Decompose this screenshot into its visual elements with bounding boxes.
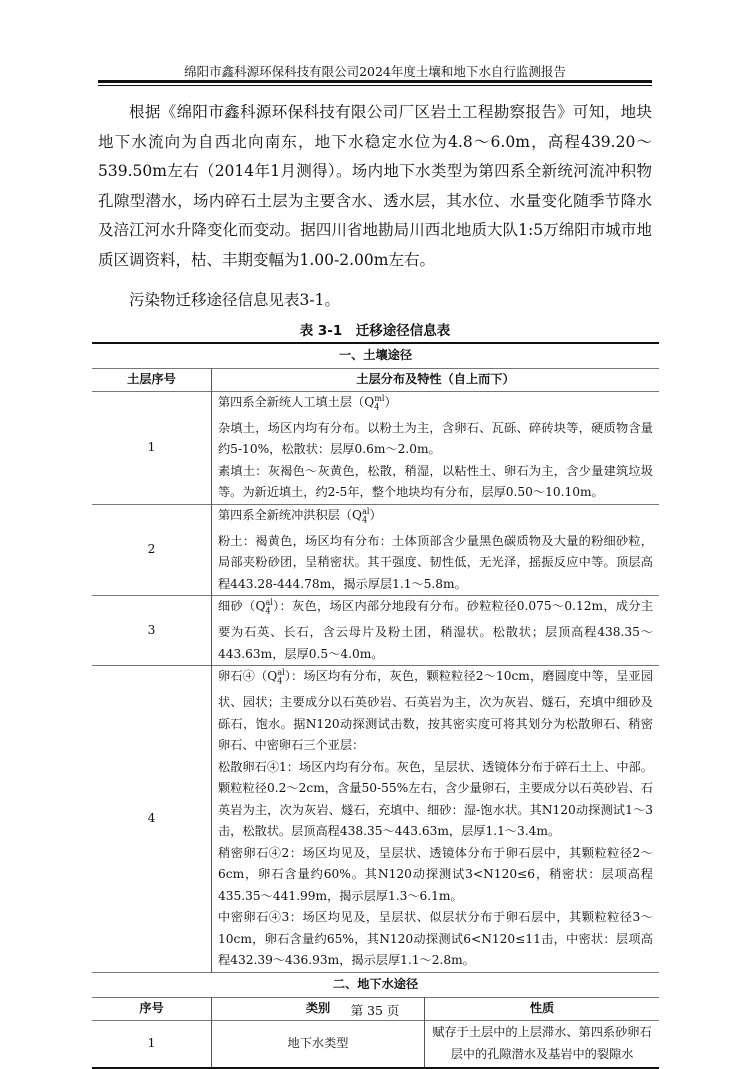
table-row-soil-layer (92, 392, 659, 505)
soil-layer-id: 4 (147, 811, 156, 826)
column-header-layer-desc: 土层分布及特性（自上而下） (212, 369, 660, 392)
soil-layer-line: 稍密卵石④2：场区均见及，呈层状、透镜体分布于卵石层中，其颗粒粒径2～6cm，卵石含量约60%。其N120动探测试3<N120≤6，稍密状：层项高程435.35～441.99m，揭示层厚1.3～6.1m。 (218, 845, 653, 903)
soil-layer-id: 1 (147, 440, 156, 455)
geologic-unit-suffix: ） (384, 395, 397, 409)
geologic-unit-subscript: 4 (362, 515, 368, 525)
soil-layer-description (212, 666, 660, 972)
soil-layer-line: 粉土：褐黄色，场区均有分布：土体顶部含少量黑色碳质物及大量的粉细砂粒，局部夹粉砂团，呈稍密状。其干强度、韧性低，无光泽，摇振反应中等。顶层高程443.28-444.78m，揭示厚层1.1～5.8m。 (218, 533, 653, 591)
geologic-unit-subscript: 4 (374, 402, 380, 412)
geologic-unit-subscript: 4 (277, 676, 283, 686)
groundwater-row-property: 赋存于土层中的上层滞水、第四系砂卵石层中的孔隙潜水及基岩中的裂隙水 (425, 1020, 660, 1068)
column-header-layer-no: 土层序号 (127, 372, 176, 387)
table-caption: 表 3-1 迁移途径信息表 (299, 323, 451, 339)
migration-pathway-table (92, 342, 659, 1069)
geologic-unit-subscript: 4 (265, 606, 271, 616)
geologic-unit-suffix: ）：灰色，场区内部分地段有分布。砂粒粒径0.075～0.12m，成分主要为石英、长石，含云母片及粉土团，稍湿状。松散状；层顶高程438.35～443.63m，层厚0.5～4.0m。 (218, 599, 654, 661)
page-header-title: 绵阳市鑫科源环保科技有限公司2024年度土壤和地下水自行监测报告 (184, 64, 566, 79)
soil-layer-line (218, 505, 653, 531)
header-row-soil (92, 369, 659, 392)
section-row-groundwater (92, 972, 659, 997)
soil-layer-id: 3 (147, 623, 156, 638)
soil-layer-line (218, 596, 653, 665)
soil-layer-line: 素填土：灰褐色～灰黄色，松散，稍湿，以粘性土、卵石为主，含少量建筑垃圾等。为新近填土，约2-5年，整个地块均有分布，层厚0.50～10.10m。 (218, 463, 653, 500)
section-row-soil (92, 343, 659, 369)
soil-rows (92, 392, 659, 973)
geologic-unit-suffix: ） (369, 507, 382, 522)
soil-layer-line: 中密卵石④3：场区均见及，呈层状、似层状分布于卵石层中，其颗粒粒径3～10cm，卵石含量约65%，其N120动探测试6<N120≤11击，中密状：层项高程432.39～436.93m，揭示层厚1.1～2.8m。 (218, 910, 653, 968)
geologic-unit-prefix: 第四系全新统人工填土层（Q (218, 395, 375, 409)
geologic-unit-superscript: ml (374, 393, 385, 403)
geologic-unit-superscript: al (362, 506, 370, 516)
geologic-unit-prefix: 第四系全新统冲洪积层（Q (218, 507, 363, 522)
soil-layer-line (218, 392, 653, 418)
body-paragraph-groundwater: 根据《绵阳市鑫科源环保科技有限公司厂区岩土工程勘察报告》可知，地块地下水流向为自西北向南东，地下水稳定水位为4.8～6.0m，高程439.20～539.50m左右（2014年1月测得）。场内地下水类型为第四系全新统河流冲积物孔隙型潜水，场内碎石土层为主要含水、透水层，其水位、水量变化随季节降水及涪江河水升降变化而变动。据四川省地勘局川西北地质大队1:5万绵阳市城市地质区调资料，枯、丰期变幅为1.00-2.00m左右。 (98, 103, 652, 269)
column-header-category: 类别 (212, 997, 425, 1020)
body-paragraph-table-reference: 污染物迁移途径信息见表3-1。 (129, 291, 340, 309)
geologic-unit-superscript: al (265, 598, 273, 608)
column-header-property: 性质 (425, 997, 660, 1020)
table-row-soil-layer (92, 596, 659, 666)
section-title-soil: 一、土壤途径 (338, 348, 413, 363)
page-number: 第 35 页 (350, 1003, 400, 1018)
column-header-no: 序号 (139, 1001, 164, 1015)
soil-layer-description (212, 504, 660, 595)
table-row-soil-layer (92, 504, 659, 595)
geologic-unit-prefix: 细砂（Q (218, 599, 266, 614)
table-row-soil-layer (92, 666, 659, 972)
geologic-unit-superscript: al (277, 668, 285, 678)
soil-layer-id: 2 (147, 542, 156, 557)
section-title-groundwater: 二、地下水途径 (332, 977, 419, 991)
soil-layer-description (212, 596, 660, 666)
groundwater-row-id: 1 (147, 1036, 156, 1050)
table-row-groundwater (92, 1020, 659, 1068)
groundwater-row-category: 地下水类型 (212, 1020, 425, 1068)
soil-layer-line: 杂填土，场区内均有分布。以粉土为主，含卵石、瓦砾、碎砖块等，硬质物含量约5-10%，松散状：层厚0.6m～2.0m。 (218, 420, 653, 457)
soil-layer-line: 松散卵石④1：场区内均有分布。灰色，呈层状、透镜体分布于碎石土上、中部。颗粒粒径0.2～2cm，含量50-55%左右，含少量卵石，主要成分以石英砂岩、石英岩为主，次为灰岩、燧石，充填中、细砂：湿-饱水状。其N120动探测试1～3击，松散状。层顶高程438.35～443.63m，层厚1.1～3.4m。 (218, 759, 653, 839)
soil-layer-line (218, 666, 653, 756)
header-rule-thin (98, 85, 652, 86)
soil-layer-description (212, 392, 660, 505)
geologic-unit-suffix: ）：场区均有分布，灰色，颗粒粒径2～10cm，磨圆度中等，呈亚园状、园状；主要成分以石英砂岩、石英岩为主，次为灰岩、燧石，充填中细砂及砾石，饱水。据N120动探测试击数，按其密实度可将其划分为松散卵石、稍密卵石、中密卵石三个亚层： (218, 669, 654, 753)
header-rule-thick (98, 80, 652, 83)
geologic-unit-prefix: 卵石④（Q (218, 669, 278, 684)
